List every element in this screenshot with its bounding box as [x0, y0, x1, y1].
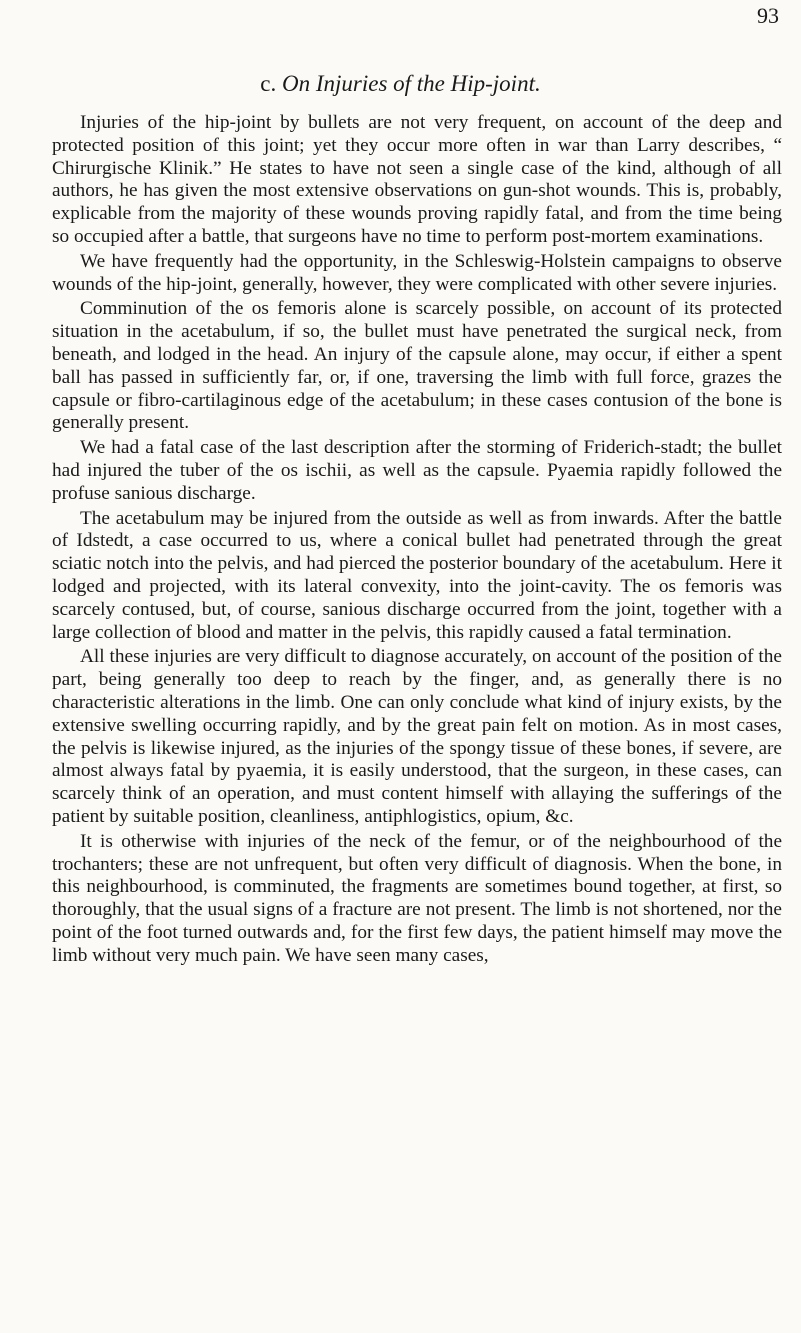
paragraph: All these injuries are very difficult to diagnose accurately, on account of the position of the part, being generally too deep to reach by the finger, and, as generally there is no characteristic alterations in the limb. One can only conclude what kind of injury exists, by the extensive swelling occurring rapidly, and by the great pain felt on motion. As in most cases, the pelvis is likewise injured, as the injuries of the spongy tissue of these bones, if severe, are almost always fatal by pyaemia, it is easily understood, that the surgeon, in these cases, can scarcely think of an operation, and must content himself with allaying the sufferings of the patient by suitable position, cleanliness, antiphlogistics, opium, &c.: [52, 646, 782, 827]
paragraph: Comminution of the os femoris alone is scarcely possible, on account of its protected situation in the acetabulum, if so, the bullet must have penetrated the surgical neck, from beneath, and lodged in the head. An injury of the capsule alone, may occur, if either a spent ball has passed in sufficiently far, or, if one, traversing the limb with full force, grazes the capsule or fibro-cartilaginous edge of the acetabulum; in these cases contusion of the bone is generally present.: [52, 298, 782, 434]
paragraph: It is otherwise with injuries of the neck of the femur, or of the neighbourhood of the trochanters; these are not unfrequent, but often very difficult of diagnosis. When the bone, in this neighbourhood, is comminuted, the fragments are sometimes bound together, at first, so thoroughly, that the usual signs of a fracture are not present. The limb is not shortened, nor the point of the foot turned outwards and, for the first few days, the patient himself may move the limb without very much pain. We have seen many cases,: [52, 830, 782, 966]
section-letter: c.: [260, 71, 277, 96]
body-text: [52, 112, 782, 969]
section-title: On Injuries of the Hip-joint.: [281, 71, 541, 96]
paragraph: The acetabulum may be injured from the outside as well as from inwards. After the battle of Idstedt, a case occurred to us, where a conical bullet had penetrated through the great sciatic notch into the pelvis, and had pierced the posterior boundary of the acetabulum. Here it lodged and projected, with its lateral convexity, into the joint-cavity. The os femoris was scarcely contused, but, of course, sanious discharge occurred from the joint, together with a large collection of blood and matter in the pelvis, this rapidly caused a fatal termination.: [52, 507, 782, 643]
paragraph: We have frequently had the opportunity, in the Schleswig-Holstein campaigns to observe wounds of the hip-joint, generally, however, they were complicated with other severe injuries.: [52, 250, 782, 295]
section-heading: [0, 70, 801, 98]
page-number: 93: [757, 3, 779, 28]
paragraph: We had a fatal case of the last description after the storming of Friderich-stadt; the bullet had injured the tuber of the os ischii, as well as the capsule. Pyaemia rapidly followed the profuse sanious discharge.: [52, 437, 782, 504]
paragraph: Injuries of the hip-joint by bullets are not very frequent, on account of the deep and protected position of this joint; yet they occur more often in war than Larry describes, “ Chirurgische Klinik.” He states to have not seen a single case of the kind, although of all authors, he has given the most extensive observations on gun-shot wounds. This is, probably, explicable from the majority of these wounds proving rapidly fatal, and from the time being so occupied after a battle, that surgeons have no time to perform post-mortem examinations.: [52, 112, 782, 247]
